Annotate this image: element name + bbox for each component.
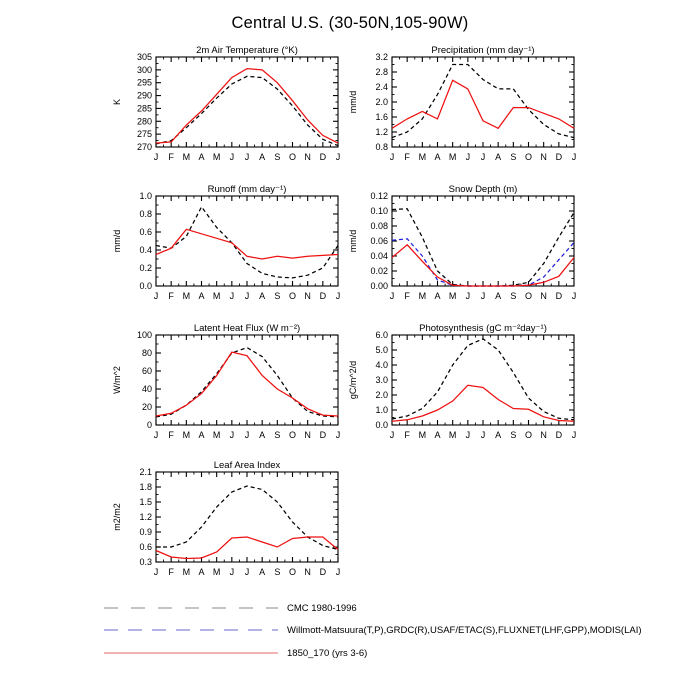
y-tick-label: 2.1 [139,467,152,477]
y-tick-label: 0.10 [370,206,388,216]
x-tick-label: J [229,567,235,577]
x-tick-label: J [153,430,159,440]
x-tick-label: A [198,291,205,301]
x-tick-label: J [389,430,395,440]
chart-title: Runoff (mm day⁻¹) [207,184,287,195]
x-tick-label: M [182,152,191,162]
x-tick-label: J [571,291,577,301]
y-axis-label: mm/d [348,229,358,253]
x-tick-label: A [434,291,441,301]
y-axis-label: mm/d [112,229,122,253]
panel-photosynthesis-gc-m-day [342,323,612,470]
chart-title: 2m Air Temperature (°K) [196,45,298,56]
y-tick-label: 0.12 [370,191,388,201]
plot-frame [392,335,574,425]
x-tick-label: S [274,567,281,577]
y-tick-label: 0.4 [139,245,152,255]
y-tick-label: 0.2 [139,263,152,273]
x-tick-label: J [153,152,159,162]
x-tick-label: O [288,291,297,301]
x-tick-label: J [480,430,486,440]
x-tick-label: A [259,430,266,440]
x-tick-label: M [182,291,191,301]
y-axis-label: m2/m2 [112,503,122,531]
y-tick-label: 4.0 [375,360,388,370]
x-tick-label: S [510,291,517,301]
chart-snow-depth-m [342,184,612,326]
x-tick-label: A [259,291,266,301]
y-tick-label: 275 [136,129,152,140]
y-tick-label: 2.0 [375,390,388,400]
x-tick-label: J [335,291,341,301]
series-line-black-dashed [156,486,338,550]
x-tick-label: J [244,430,250,440]
x-tick-label: M [182,430,191,440]
y-tick-label: 295 [136,77,152,88]
x-tick-label: S [274,152,281,162]
x-tick-label: J [389,291,395,301]
y-axis-label: W/m^2 [112,366,122,394]
y-tick-label: 100 [136,330,152,340]
plot-frame [156,196,338,286]
y-tick-label: 1.6 [375,112,388,122]
plot-frame [156,57,338,147]
plot-frame [156,335,338,425]
y-tick-label: 0.8 [139,209,152,219]
x-tick-label: F [168,567,174,577]
x-tick-label: J [480,291,486,301]
legend-item-cmc-1980-1996 [103,602,357,614]
y-tick-label: 0.0 [375,420,388,430]
y-tick-label: 40 [141,384,152,394]
x-tick-label: S [510,152,517,162]
legend-label: 1850_170 (yrs 3-6) [287,647,368,659]
y-tick-label: 1.0 [139,191,152,201]
x-tick-label: J [571,152,577,162]
y-tick-label: 0 [146,420,152,430]
x-tick-label: J [465,291,471,301]
x-tick-label: D [319,152,327,162]
x-tick-label: F [168,291,174,301]
x-tick-label: O [524,152,533,162]
panel-2m-air-temperature-k [106,45,376,192]
series-line-red-solid [392,80,574,128]
chart-photosynthesis-gc-m-day [342,323,612,465]
x-tick-label: N [540,291,547,301]
x-tick-label: J [335,430,341,440]
chart-title: Leaf Area Index [213,460,281,471]
x-tick-label: N [540,430,547,440]
x-tick-label: D [555,152,563,162]
y-tick-label: 280 [136,116,152,127]
x-tick-label: A [434,430,441,440]
chart-precipitation-mm-day [342,45,612,187]
x-tick-label: J [465,152,471,162]
x-tick-label: N [304,430,311,440]
y-axis-label: mm/d [348,90,358,114]
x-tick-label: F [168,430,174,440]
x-tick-label: J [244,152,250,162]
y-tick-label: 0.02 [370,266,388,276]
x-tick-label: M [212,152,221,162]
x-tick-label: F [404,152,410,162]
x-tick-label: A [198,152,205,162]
y-tick-label: 6.0 [375,330,388,340]
x-tick-label: A [198,430,205,440]
x-tick-label: M [212,567,221,577]
series-line-black-dashed [156,76,338,145]
x-tick-label: M [448,152,457,162]
chart-runoff-mm-day [106,184,376,326]
series-line-red-solid [156,69,338,144]
x-tick-label: S [274,430,281,440]
x-tick-label: J [480,152,486,162]
x-tick-label: M [212,430,221,440]
y-tick-label: 0.0 [139,281,152,291]
legend-label: Willmott-Matsuura(T,P),GRDC(R),USAF/ETAC(S),FLUXNET(LHF,GPP),MODIS(LAI) [287,624,642,636]
chart-title: Precipitation (mm day⁻¹) [431,45,535,56]
series-line-red-solid [156,537,338,559]
x-tick-label: N [304,567,311,577]
x-tick-label: J [389,152,395,162]
y-tick-label: 1.2 [375,127,388,137]
x-tick-label: F [168,152,174,162]
plot-frame [392,57,574,147]
x-tick-label: D [555,291,563,301]
x-tick-label: N [304,152,311,162]
y-tick-label: 2.4 [375,82,388,92]
panel-latent-heat-flux-w-m [106,323,376,470]
x-tick-label: J [153,291,159,301]
legend-item-willmott-matsuura-t [103,624,642,636]
x-tick-label: A [434,152,441,162]
series-line-black-dashed [392,339,574,420]
y-tick-label: 1.0 [375,405,388,415]
y-tick-label: 0.06 [370,236,388,246]
x-tick-label: J [153,567,159,577]
chart-2m-air-temperature-k [106,45,376,187]
x-tick-label: D [319,291,327,301]
y-tick-label: 0.00 [370,281,388,291]
series-line-red-solid [392,245,574,286]
y-tick-label: 0.3 [139,557,152,567]
x-tick-label: M [182,567,191,577]
x-tick-label: J [571,430,577,440]
y-tick-label: 0.9 [139,527,152,537]
x-tick-label: J [465,430,471,440]
y-tick-label: 305 [136,52,152,62]
plot-frame [392,196,574,286]
x-tick-label: M [418,430,427,440]
x-tick-label: O [288,567,297,577]
y-tick-label: 0.08 [370,221,388,231]
x-tick-label: A [495,430,502,440]
y-tick-label: 5.0 [375,345,388,355]
x-tick-label: F [404,430,410,440]
x-tick-label: O [288,430,297,440]
x-tick-label: M [448,430,457,440]
y-tick-label: 0.6 [139,542,152,552]
panel-runoff-mm-day [106,184,376,331]
x-tick-label: D [319,567,327,577]
y-tick-label: 2.8 [375,67,388,77]
y-axis-label: gC/m^2/d [348,360,358,400]
y-tick-label: 2.0 [375,97,388,107]
y-tick-label: 1.5 [139,497,152,507]
y-tick-label: 0.04 [370,251,388,261]
x-tick-label: N [540,152,547,162]
series-line-black-dashed [392,209,574,286]
x-tick-label: D [319,430,327,440]
panel-precipitation-mm-day [342,45,612,192]
y-tick-label: 1.8 [139,482,152,492]
series-line-blue-dashed [392,239,574,286]
x-tick-label: M [418,291,427,301]
x-tick-label: N [304,291,311,301]
x-tick-label: J [229,430,235,440]
x-tick-label: J [244,567,250,577]
chart-leaf-area-index [106,460,376,602]
x-tick-label: A [198,567,205,577]
x-tick-label: S [510,430,517,440]
legend-line-sample [103,648,279,658]
chart-title: Snow Depth (m) [448,184,518,195]
series-line-red-solid [156,352,338,416]
y-tick-label: 290 [136,90,152,101]
y-tick-label: 1.2 [139,512,152,522]
chart-latent-heat-flux-w-m [106,323,376,465]
y-tick-label: 270 [136,142,152,152]
y-tick-label: 20 [141,402,152,412]
panel-snow-depth-m [342,184,612,331]
series-line-red-solid [156,229,338,259]
x-tick-label: A [495,152,502,162]
page-title: Central U.S. (30-50N,105-90W) [231,14,469,32]
x-tick-label: A [259,152,266,162]
y-tick-label: 0.6 [139,227,152,237]
series-line-black-dashed [392,65,574,138]
y-tick-label: 3.2 [375,52,388,62]
legend-item-1850-170-yrs-3-6 [103,647,367,659]
panel-leaf-area-index [106,460,376,607]
series-line-black-dashed [156,207,338,278]
x-tick-label: F [404,291,410,301]
x-tick-label: A [495,291,502,301]
y-tick-label: 60 [141,366,152,376]
chart-title: Latent Heat Flux (W m⁻²) [193,323,301,334]
x-tick-label: A [259,567,266,577]
x-tick-label: D [555,430,563,440]
y-tick-label: 300 [136,64,152,75]
x-tick-label: M [448,291,457,301]
x-tick-label: M [418,152,427,162]
legend-line-sample [103,603,279,613]
x-tick-label: O [288,152,297,162]
y-tick-label: 0.8 [375,142,388,152]
x-tick-label: J [335,567,341,577]
x-tick-label: O [524,291,533,301]
x-tick-label: J [229,152,235,162]
y-tick-label: 3.0 [375,375,388,385]
x-tick-label: S [274,291,281,301]
legend-line-sample [103,625,279,635]
legend-label: CMC 1980-1996 [287,602,357,614]
x-tick-label: J [335,152,341,162]
x-tick-label: J [244,291,250,301]
chart-title: Photosynthesis (gC m⁻²day⁻¹) [419,323,547,334]
x-tick-label: J [229,291,235,301]
y-axis-label: K [112,98,122,106]
y-tick-label: 80 [141,348,152,358]
x-tick-label: M [212,291,221,301]
x-tick-label: O [524,430,533,440]
y-tick-label: 285 [136,103,152,114]
series-line-red-solid [392,385,574,421]
